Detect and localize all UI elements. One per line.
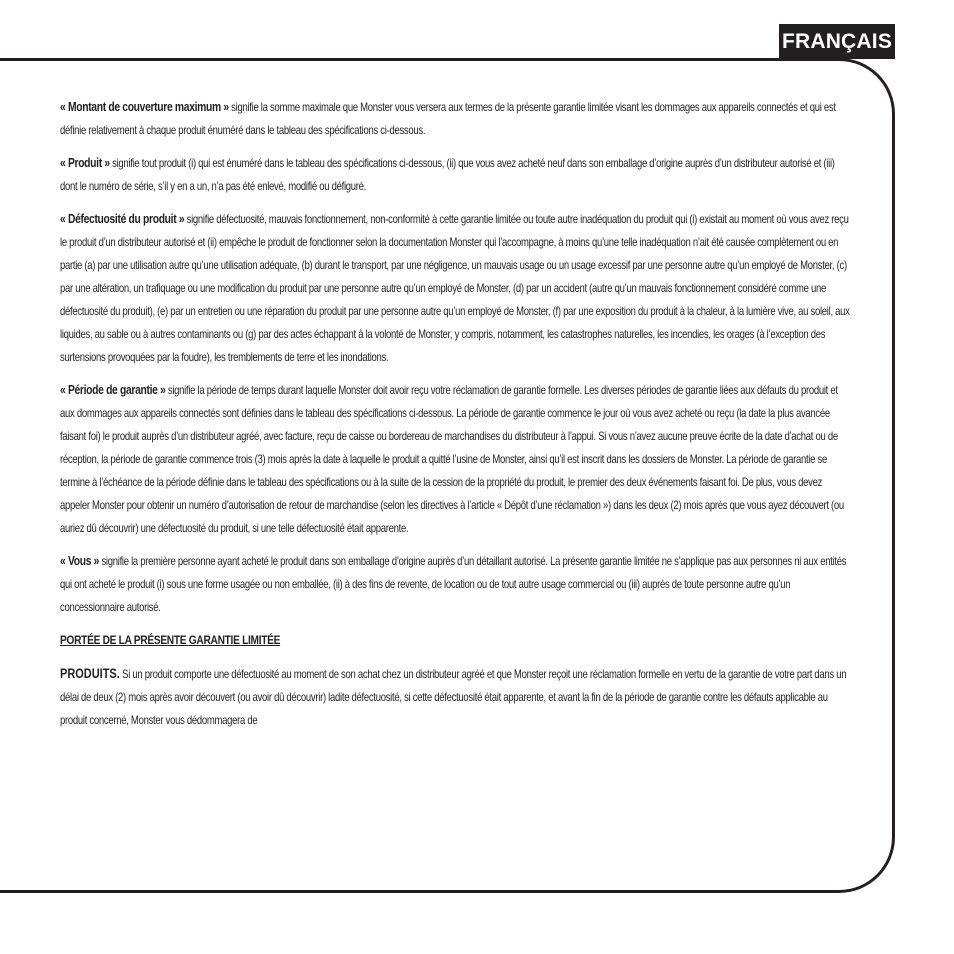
definition-text: signifie la première personne ayant acheté le produit dans son emballage d’origine auprès d’un détaillant autorisé. La présente garantie limitée ne s’applique pas aux personnes ni aux entités qui ont acheté le produit (i) sous une forme usagée ou non emballée, (ii) à des fins de revente, de location ou de tout autre usage commercial ou (iii) auprès de toute personne autre qu’un concessionnaire autorisé. <box>60 555 847 614</box>
definition-you <box>60 550 852 619</box>
definition-term: « Montant de couverture maximum » <box>60 100 229 114</box>
document-body <box>60 96 852 742</box>
definition-text: signifie la période de temps durant laquelle Monster doit avoir reçu votre réclamation de garantie formelle. Les diverses périodes de garantie liées aux défauts du produit et aux dommages aux appareils connectés sont définies dans le tableau des spécifications ci-dessous. La période de garantie commence le jour où vous avez acheté ou reçu (la date la plus avancée faisant foi) le produit auprès d’un distributeur agréé, avec facture, reçu de caisse ou bordereau de marchandises du distributeur à l’appui. Si vous n’avez aucune preuve écrite de la date d’achat ou de réception, la période de garantie commence trois (3) mois après la date à laquelle le produit a quitté l’usine de Monster, ainsi qu’il est inscrit dans les dossiers de Monster. La période de garantie se termine à l’échéance de la période définie dans le tableau des spécifications ou à la suite de la cession de la propriété du produit, le premier des deux événements faisant foi. De plus, vous devez appeler Monster pour obtenir un numéro d’autorisation de retour de marchandise (selon les directives à l’article « Dépôt d’une réclamation ») dans les deux (2) mois après que vous ayez découvert (ou auriez dû découvrir) une défectuosité du produit, si une telle défectuosité était apparente. <box>60 384 844 535</box>
definition-max-coverage <box>60 96 852 142</box>
language-tab: FRANÇAIS <box>779 24 895 59</box>
products-paragraph <box>60 662 852 732</box>
definition-term: « Produit » <box>60 156 110 170</box>
definition-warranty-period <box>60 379 852 540</box>
definition-product-defect <box>60 208 852 369</box>
definition-text: signifie défectuosité, mauvais fonctionnement, non-conformité à cette garantie limitée ou toute autre inadéquation du produit qui (i) existait au moment où vous avez reçu le produit d’un distributeur autorisé et (ii) empêche le produit de fonctionner selon la documentation Monster qui l’accompagne, à moins qu’une telle inadéquation n’ait été causée complètement ou en partie (a) par une utilisation autre qu’une utilisation adéquate, (b) durant le transport, par une négligence, un mauvais usage ou un usage excessif par une personne autre qu’un employé de Monster, (c) par une altération, un trafiquage ou une modification du produit par une personne autre qu’un employé de Monster, (d) par un accident (autre qu’un mauvais fonctionnement considéré comme une défectuosité du produit), (e) par un entretien ou une réparation du produit par une personne autre qu’un employé de Monster, (f) par une exposition du produit à la chaleur, à la lumière vive, au soleil, aux liquides, au sable ou à autres contaminants ou (g) par des actes échappant à la volonté de Monster, y compris, notamment, les catastrophes naturelles, les incendies, les orages (à l’exception des surtensions provoquées par la foudre), les tremblements de terre et les inondations. <box>60 213 850 364</box>
definition-text: signifie tout produit (i) qui est énuméré dans le tableau des spécifications ci-dessous, (ii) que vous avez acheté neuf dans son emballage d’origine auprès d’un distributeur autorisé et (iii) dont le numéro de série, s’il y en a un, n’a pas été enlevé, modifié ou défiguré. <box>60 157 835 193</box>
section-heading: PORTÉE DE LA PRÉSENTE GARANTIE LIMITÉE <box>60 633 281 647</box>
definition-text: signifie la somme maximale que Monster vous versera aux termes de la présente garantie limitée visant les dommages aux appareils connectés et qui est définie relativement à chaque produit énuméré dans le tableau des spécifications ci-dessous. <box>60 101 836 137</box>
definition-term: « Période de garantie » <box>60 383 166 397</box>
products-text: Si un produit comporte une défectuosité au moment de son achat chez un distributeur agréé et que Monster reçoit une réclamation formelle en vertu de la garantie de votre part dans un délai de deux (2) mois après avoir découvert (ou avoir dû découvrir) ladite défectuosité, si cette défectuosité était apparente, et avant la fin de la période de garantie contre les défauts applicable au produit concerné, Monster vous dédommagera de <box>60 668 847 727</box>
definition-term: « Vous » <box>60 554 100 568</box>
definition-term: « Défectuosité du produit » <box>60 212 185 226</box>
definition-product <box>60 152 852 198</box>
products-term: PRODUITS. <box>60 666 120 681</box>
